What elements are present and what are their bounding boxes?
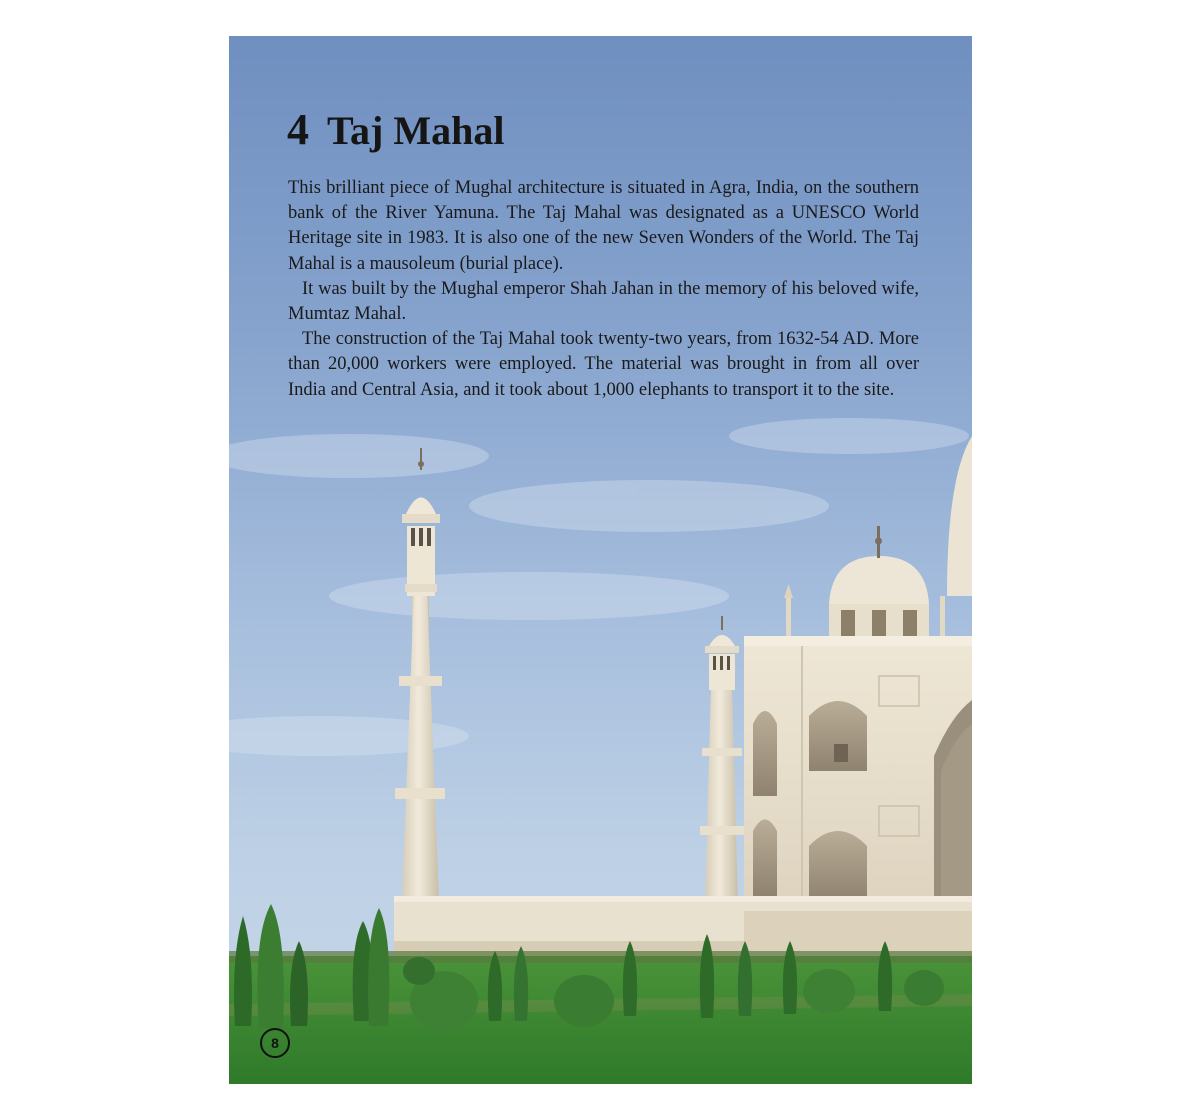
heading-title: Taj Mahal xyxy=(327,108,505,153)
left-minaret xyxy=(395,448,445,901)
paragraph: This brilliant piece of Mughal architecture is situated in Agra, India, on the southern bank of the River Yamuna. The Taj Mahal was designated as a UNESCO World Heritage site in 1983. It is also one of the new Seven Wonders of the World. The Taj Mahal is a mausoleum (burial place). xyxy=(288,178,919,274)
page-heading xyxy=(287,105,505,154)
page-number: 8 xyxy=(260,1028,290,1058)
paragraph: The construction of the Taj Mahal took twenty-two years, from 1632-54 AD. More than 20,000 workers were employed. The material was brought in from all over India and Central Asia, and it took about 1,000 elephants to transport it to the site. xyxy=(288,329,919,400)
body-text xyxy=(288,176,919,403)
paragraph: It was built by the Mughal emperor Shah Jahan in the memory of his beloved wife, Mumtaz Mahal. xyxy=(288,278,919,325)
right-minaret xyxy=(700,616,744,904)
heading-number: 4 xyxy=(287,105,309,154)
book-page xyxy=(229,36,972,1084)
